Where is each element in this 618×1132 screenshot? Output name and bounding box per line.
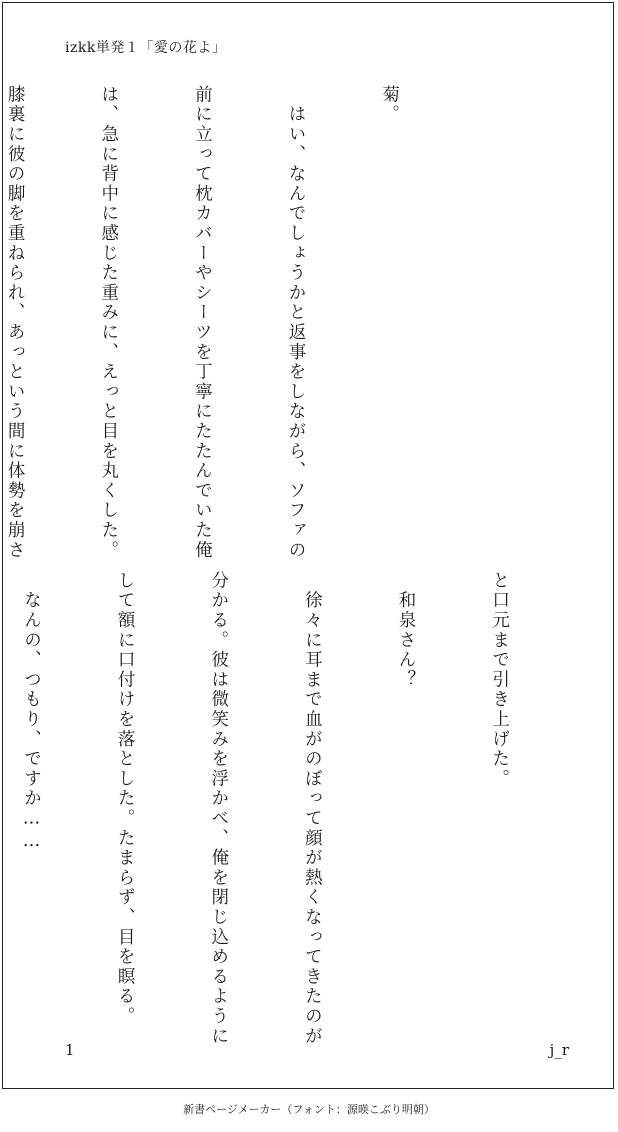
- text-column: 膝裏に彼の脚を重ねられ、あっという間に体勢を崩さ: [5, 85, 26, 561]
- text-column: 分かる。彼は微笑みを浮かべ、俺を閉じ込めるように: [208, 571, 229, 1047]
- text-column: は、急に背中に感じた重みに、えっと目を丸くした。: [98, 85, 119, 561]
- text-column: と口元まで引き上げた。: [489, 571, 510, 789]
- text-column: 菊。: [379, 85, 400, 125]
- author-name: j_r: [549, 1041, 569, 1059]
- text-column: 和泉さん？: [395, 571, 416, 690]
- page-number: 1: [65, 1041, 75, 1059]
- text-column: 徐々に耳まで血がのぼって顔が熱くなってきたのが: [302, 571, 323, 1047]
- footer-credit: 新書ページメーカー（フォント：源暎こぶり明朝）: [183, 1103, 435, 1116]
- text-column: はい、なんでしょうかと返事をしながら、ソファの: [285, 85, 306, 561]
- text-column: 前に立って枕カバーやシーツを丁寧にたたんでいた俺: [192, 85, 213, 561]
- text-column: なんの、つもり、ですか……: [21, 571, 42, 854]
- book-page: [2, 2, 614, 1089]
- page-header-title: izkk単発１「愛の花よ」: [65, 40, 227, 56]
- text-block-lower: [0, 571, 577, 1047]
- text-column: して額に口付けを落とした。たまらず、目を瞑る。: [115, 571, 136, 1027]
- text-block-upper: [0, 85, 467, 561]
